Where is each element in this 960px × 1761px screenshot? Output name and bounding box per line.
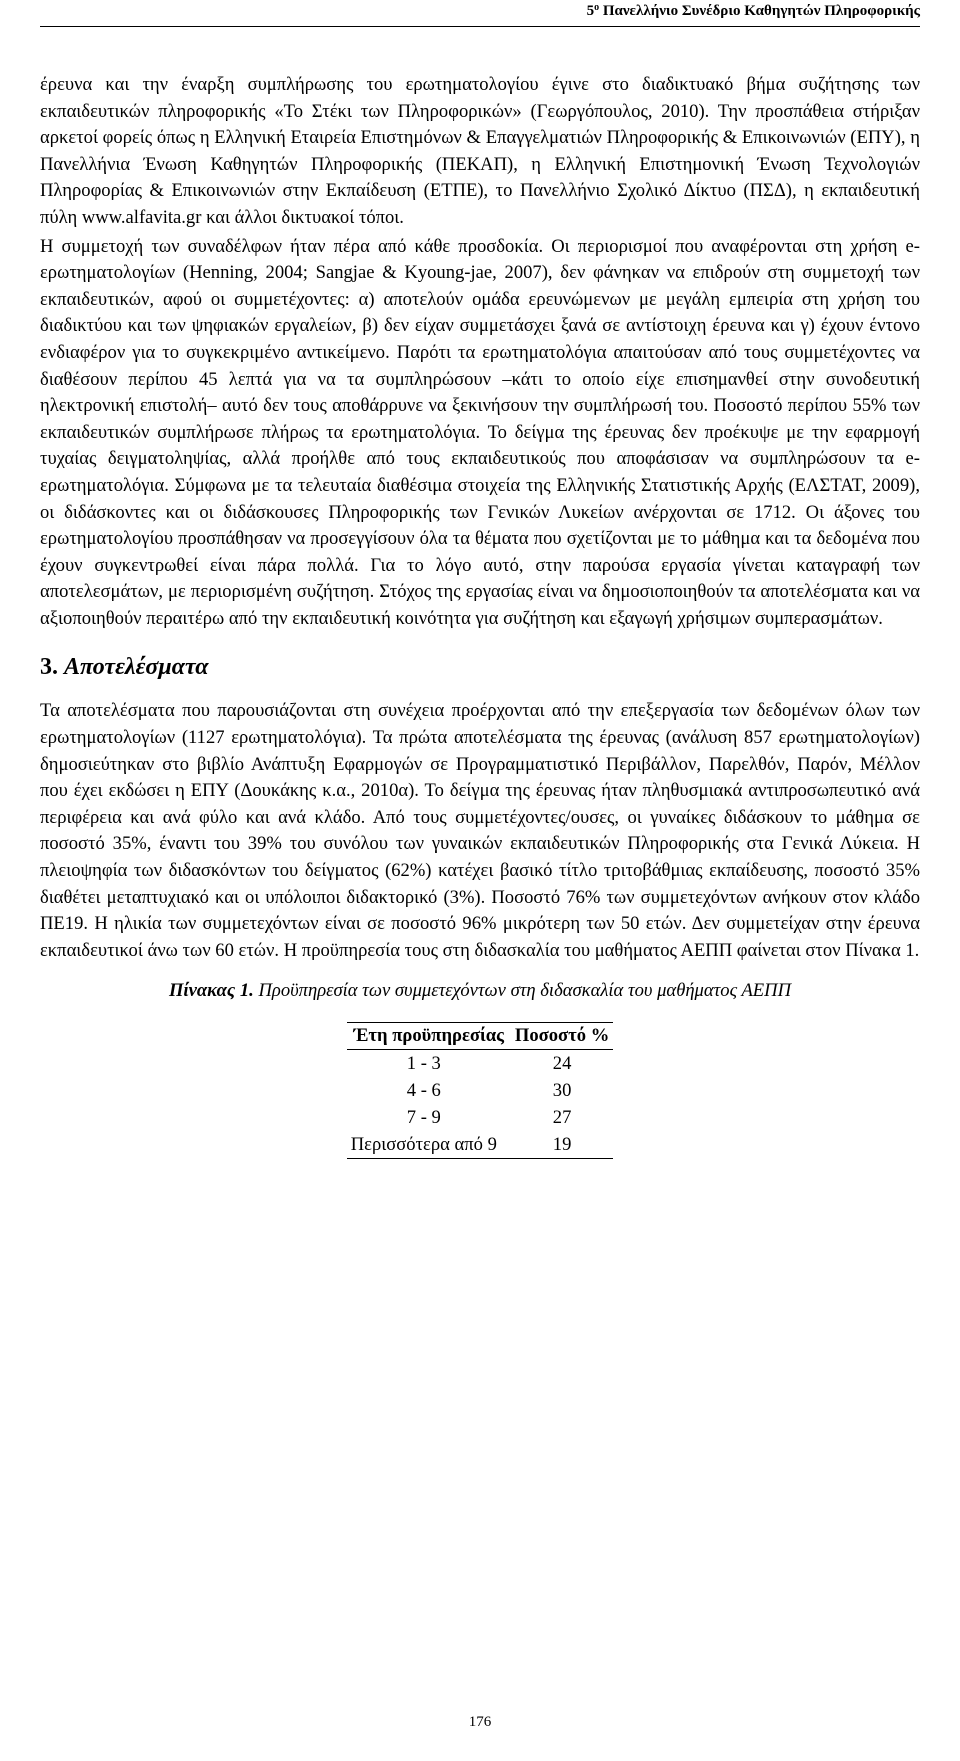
table-header-row xyxy=(347,1023,614,1050)
paragraph-participation: Η συμμετοχή των συναδέλφων ήταν πέρα από κάθε προσδοκία. Οι περιορισμοί που αναφέρονται στη χρήση e-ερωτηματολογίων (Henning, 2004; Sangjae & Kyoung-jae, 2007), δεν φάνηκαν να επιδρούν στη συμμετοχή των εκπαιδευτικών, αφού οι συμμετέχοντες: α) αποτελούν ομάδα ερευνώμενων με μεγάλη εμπειρία στη χρήση του διαδικτύου και των ψηφιακών εργαλείων, β) δεν είχαν συμμετάσχει ξανά σε αντίστοιχη έρευνα και γ) έχουν έντονο ενδιαφέρον για το συγκεκριμένο αντικείμενο. Παρότι τα ερωτηματολόγια απαιτούσαν από τους συμμετέχοντες να διαθέσουν περίπου 45 λεπτά για να τα συμπληρώσουν –κάτι το οποίο είχε επισημανθεί στην συνοδευτική ηλεκτρονική επιστολή– αυτό δεν τους αποθάρρυνε να ξεκινήσουν την συμπλήρωσή του. Ποσοστό περίπου 55% των εκπαιδευτικών συμπλήρωσε πλήρως τα ερωτηματολόγια. Το δείγμα της έρευνας δεν προέκυψε με την εφαρμογή τυχαίας δειγματοληψίας, αλλά προήλθε από τους εκπαιδευτικούς που αποφάσισαν να συμπληρώσουν τα e-ερωτηματολόγια. Σύμφωνα με τα τελευταία διαθέσιμα στοιχεία της Ελληνικής Στατιστικής Αρχής (ΕΛΣΤΑΤ, 2009), οι διδάσκοντες και οι διδάσκουσες Πληροφορικής των Γενικών Λυκείων ανέρχονται σε 1712. Οι άξονες του ερωτηματολογίου προσπάθησαν να προσεγγίσουν όλα τα θέματα που σχετίζονται με το μάθημα και τα δεδομένα που έχουν συγκεντρωθεί είναι πάρα πολλά. Για το λόγο αυτό, στην παρούσα εργασία γίνεται καταγραφή των αποτελεσμάτων, με περιορισμένη συζήτηση. Στόχος της εργασίας είναι να δημοσιοποιηθούν τα αποτελέσματα και να αξιοποιηθούν περαιτέρω από την εκπαιδευτική κοινότητα για συζήτηση και εξαγωγή χρήσιμων συμπερασμάτων. xyxy=(40,235,920,629)
table-cell-years: 7 - 9 xyxy=(406,1107,441,1129)
conference-number: 5 xyxy=(586,3,595,19)
table-caption-label: Πίνακας 1. xyxy=(168,980,254,1002)
table-row xyxy=(347,1077,614,1104)
table-caption xyxy=(40,978,920,1004)
table-cell-percent: 30 xyxy=(552,1080,572,1102)
paragraph-results: Τα αποτελέσματα που παρουσιάζονται στη συνέχεια προέρχονται από την επεξεργασία των δεδομένων όλων των ερωτηματολογίων (1127 ερωτηματολόγια). Τα πρώτα αποτελέσματα της έρευνας (ανάλυση 857 ερωτηματολογίων) δημοσιεύτηκαν στο βιβλίο Ανάπτυξη Εφαρμογών σε Προγραμματιστικό Περιβάλλον, Παρελθόν, Παρόν, Μέλλον που έχει εκδώσει η ΕΠΥ (Δουκάκης κ.α., 2010α). Το δείγμα της έρευνας ήταν πληθυσμιακά αντιπροσωπευτικό ανά περιφέρεια και ανά φύλο και ανά κλάδο. Από τους συμμετέχοντες/ουσες, οι γυναίκες διδάσκουν το μάθημα σε ποσοστό 35%, έναντι του 39% του συνόλου των γυναικών εκπαιδευτικών Πληροφορικής στα Γενικά Λύκεια. Η πλειοψηφία των διδασκόντων του δείγματος (62%) κατέχει βασικό τίτλο τριτοβάθμιας εκπαίδευσης, ποσοστό 35% διαθέτει μεταπτυχιακό και οι υπόλοιποι διδακτορικό (3%). Ποσοστό 76% των συμμετεχόντων ανήκουν στον κλάδο ΠΕ19. Η ηλικία των συμμετεχόντων είναι σε ποσοστό 96% μικρότερη των 50 ετών. Δεν συμμετείχαν στην έρευνα εκπαιδευτικοί άνω των 60 ετών. Η προϋπηρεσία τους στη διδασκαλία του μαθήματος ΑΕΠΠ φαίνεται στον Πίνακα 1. xyxy=(40,700,920,961)
running-header xyxy=(587,0,920,22)
table-cell-years: Περισσότερα από 9 xyxy=(347,1131,511,1159)
experience-table xyxy=(347,1022,614,1159)
table-cell-percent: 24 xyxy=(552,1053,572,1075)
table-header-years: Έτη προϋπηρεσίας xyxy=(347,1023,511,1050)
table-cell-years: 4 - 6 xyxy=(406,1080,441,1102)
table-cell-percent: 19 xyxy=(511,1131,613,1159)
section-heading xyxy=(40,650,920,684)
table-cell-percent: 27 xyxy=(552,1107,572,1129)
section-title: Αποτελέσματα xyxy=(64,654,209,681)
table-cell-years: 1 - 3 xyxy=(406,1053,441,1075)
page-number: 176 xyxy=(468,1714,492,1730)
header-rule xyxy=(40,26,920,27)
table-row xyxy=(347,1104,614,1131)
ordinal-superscript: ο xyxy=(594,2,600,13)
paragraph-intro: έρευνα και την έναρξη συμπλήρωσης του ερωτηματολογίου έγινε στο διαδικτυακό βήμα συζήτησης των εκπαιδευτικών πληροφορικής «Το Στέκι των Πληροφορικών» (Γεωργόπουλος, 2010). Την προσπάθεια στήριξαν αρκετοί φορείς όπως η Ελληνική Εταιρεία Επιστημόνων & Επαγγελματιών Πληροφορικής & Επικοινωνιών (ΕΠΥ), η Πανελλήνια Ένωση Καθηγητών Πληροφορικής (ΠΕΚΑΠ), η Ελληνική Επιστημονική Ένωση Τεχνολογιών Πληροφορίας & Επικοινωνιών στην Εκπαίδευση (ΕΤΠΕ), το Πανελλήνιο Σχολικό Δίκτυο (ΠΣΔ), η εκπαιδευτική πύλη www.alfavita.gr και άλλοι δικτυακοί τόποι. xyxy=(40,74,920,228)
main-content xyxy=(40,72,920,1159)
conference-title: Πανελλήνιο Συνέδριο Καθηγητών Πληροφορικής xyxy=(602,3,920,19)
table-row xyxy=(347,1050,614,1078)
table-row xyxy=(347,1131,614,1159)
table-header-percent: Ποσοστό % xyxy=(511,1023,613,1050)
section-number: 3. xyxy=(40,654,58,681)
table-caption-text: Προϋπηρεσία των συμμετεχόντων στη διδασκαλία του μαθήματος ΑΕΠΠ xyxy=(258,980,792,1002)
